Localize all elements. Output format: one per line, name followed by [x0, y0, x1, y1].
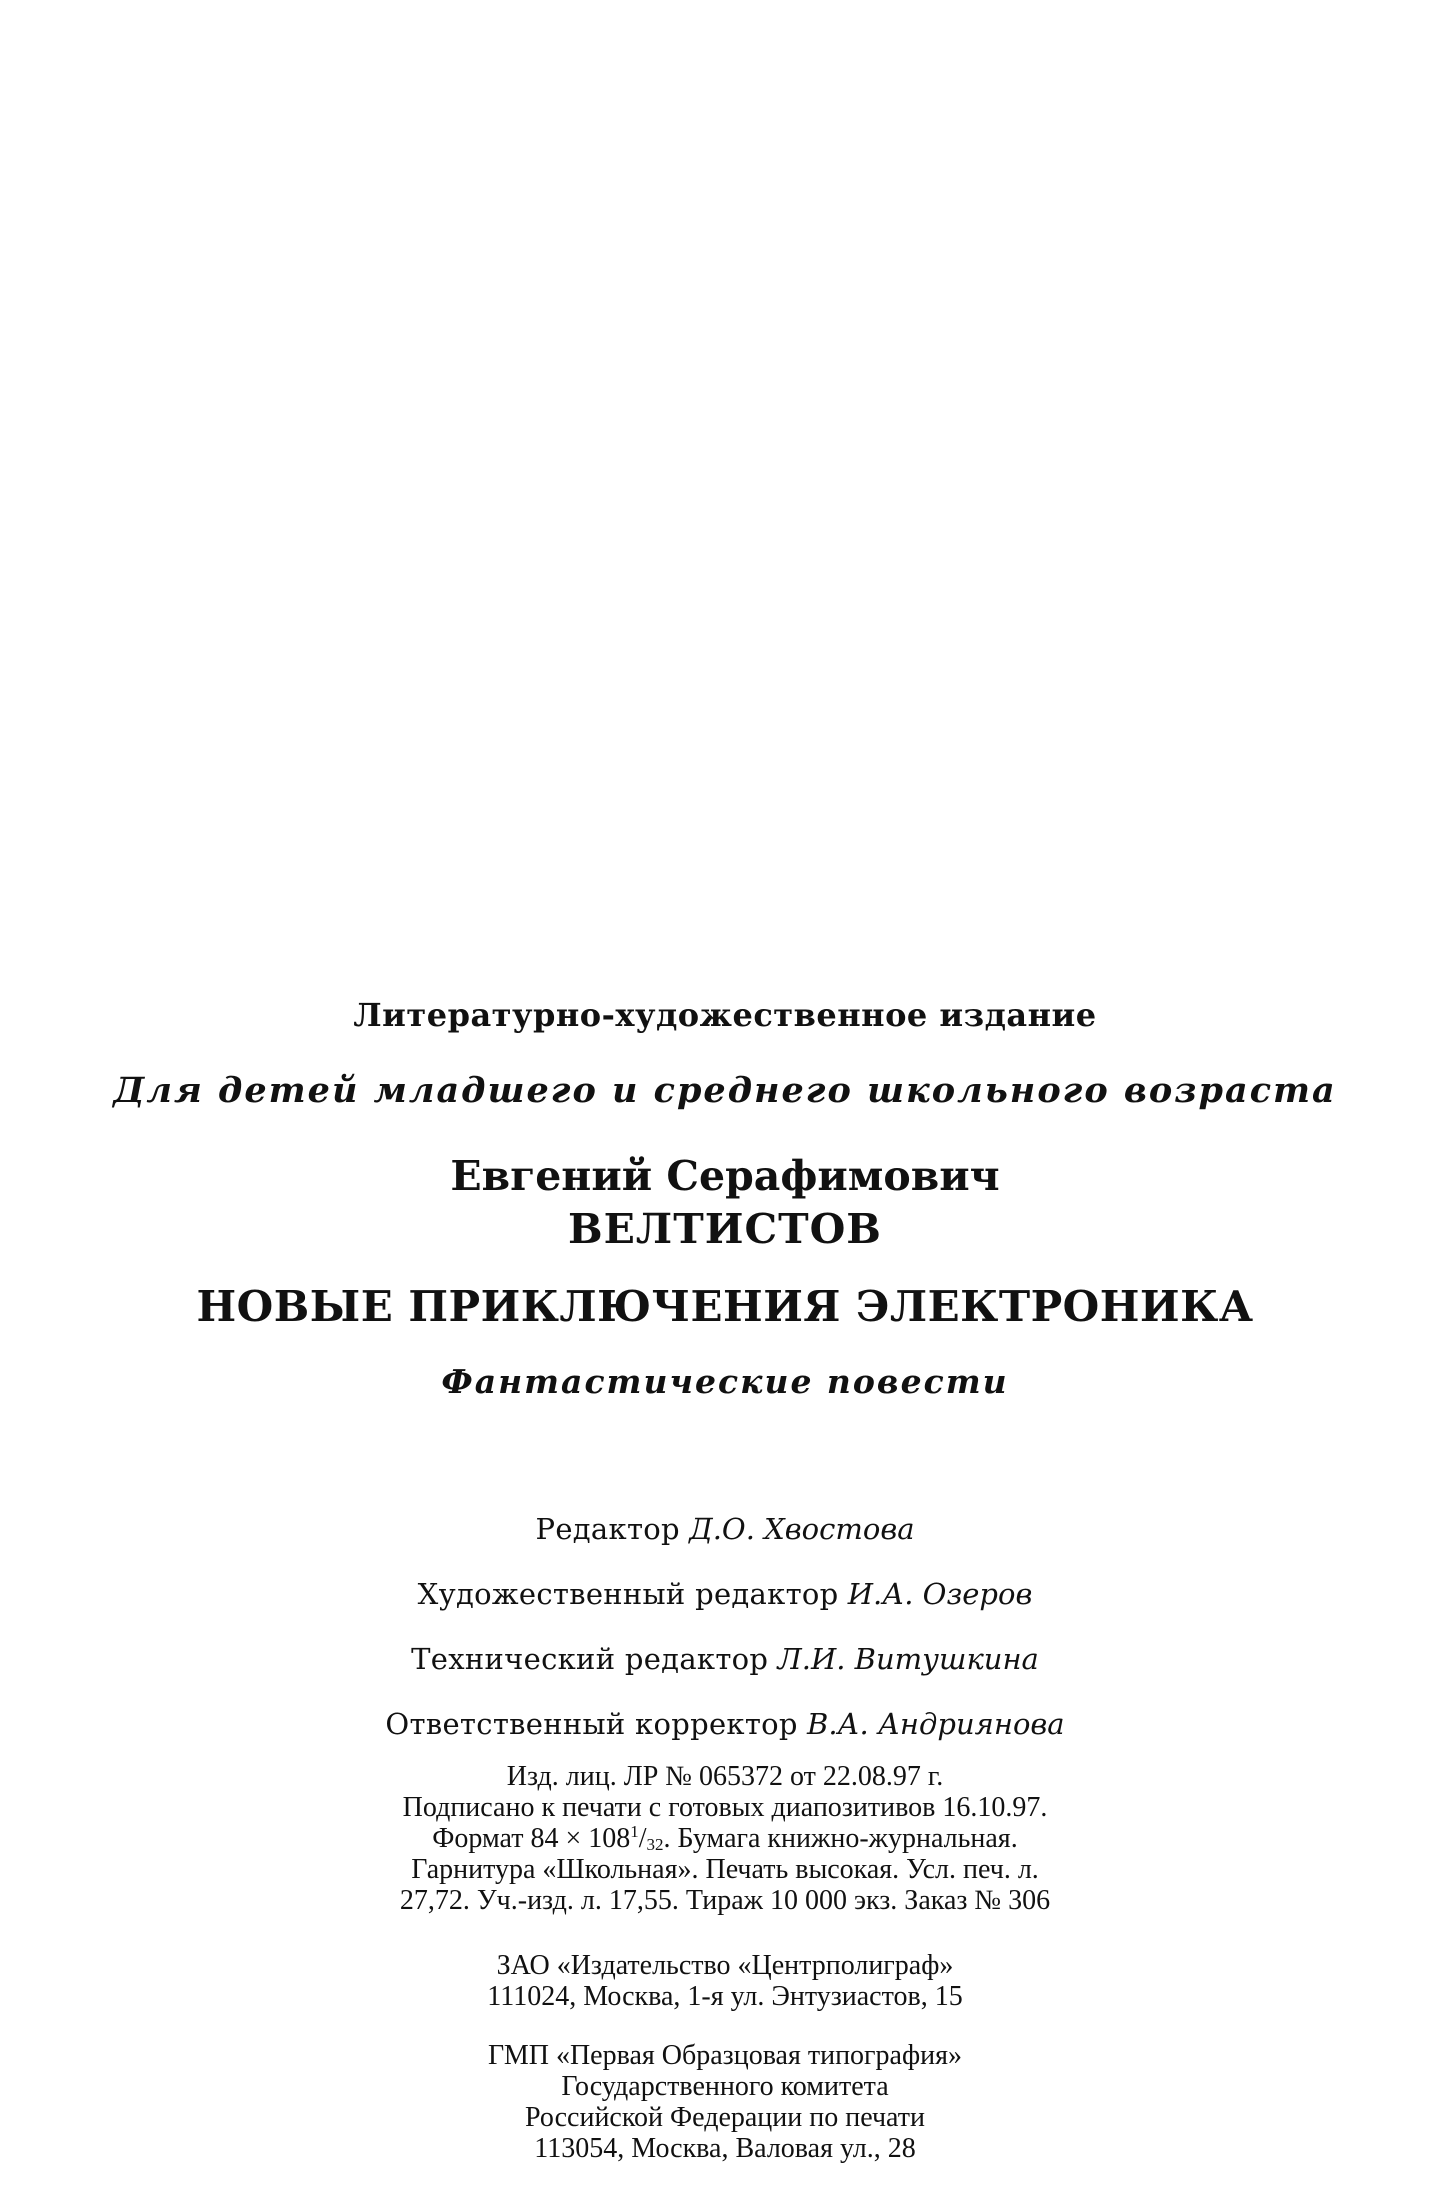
format-denominator: 32	[646, 1835, 664, 1854]
printer-name: ГМП «Первая Образцовая типография»	[488, 2040, 962, 2071]
format-suffix: . Бумага книжно-журнальная.	[663, 1823, 1018, 1854]
printer-committee: Государственного комитета	[561, 2071, 889, 2102]
credit-technical-editor	[0, 1640, 1450, 1705]
credit-person: В.А. Андриянова	[807, 1707, 1065, 1741]
audience-note: Для детей младшего и среднего школьного возраста	[113, 1070, 1337, 1111]
format-numerator: 1	[630, 1822, 639, 1841]
printing-details	[0, 1761, 1450, 1916]
printer-federation: Российской Федерации по печати	[525, 2102, 925, 2133]
publisher-name: ЗАО «Издательство «Центрполиграф»	[496, 1950, 954, 1981]
credit-person: Д.О. Хвостова	[689, 1512, 915, 1546]
publisher-block	[0, 1950, 1450, 2012]
format-line	[0, 1823, 1450, 1854]
credit-role: Художественный редактор	[417, 1577, 839, 1611]
author-surname: ВЕЛТИСТОВ	[568, 1205, 882, 1253]
sheets-line: 27,72. Уч.-изд. л. 17,55. Тираж 10 000 экз. Заказ № 306	[399, 1885, 1051, 1916]
printer-address: 113054, Москва, Валовая ул., 28	[534, 2133, 916, 2164]
credit-art-editor	[0, 1575, 1450, 1640]
format-slash: /	[638, 1823, 647, 1854]
genre: Фантастические повести	[441, 1362, 1009, 1401]
book-title: НОВЫЕ ПРИКЛЮЧЕНИЯ ЭЛЕКТРОНИКА	[196, 1282, 1254, 1331]
credit-role: Редактор	[535, 1512, 680, 1546]
edition-type: Литературно-художественное издание	[353, 996, 1097, 1034]
credit-person: Л.И. Витушкина	[777, 1642, 1039, 1676]
editorial-credits	[0, 1510, 1450, 1770]
credit-role: Технический редактор	[411, 1642, 769, 1676]
author-name: Евгений Серафимович	[450, 1152, 1000, 1200]
printer-block	[0, 2040, 1450, 2164]
license-line: Изд. лиц. ЛР № 065372 от 22.08.97 г.	[506, 1761, 944, 1792]
format-prefix: Формат 84 × 108	[432, 1823, 631, 1854]
signed-line: Подписано к печати с готовых диапозитивов 16.10.97.	[402, 1792, 1048, 1823]
credit-person: И.А. Озеров	[847, 1577, 1033, 1611]
typeface-line: Гарнитура «Школьная». Печать высокая. Усл. печ. л.	[411, 1854, 1039, 1885]
credit-editor	[0, 1510, 1450, 1575]
publisher-address: 111024, Москва, 1-я ул. Энтузиастов, 15	[487, 1981, 963, 2012]
credit-role: Ответственный корректор	[385, 1707, 798, 1741]
